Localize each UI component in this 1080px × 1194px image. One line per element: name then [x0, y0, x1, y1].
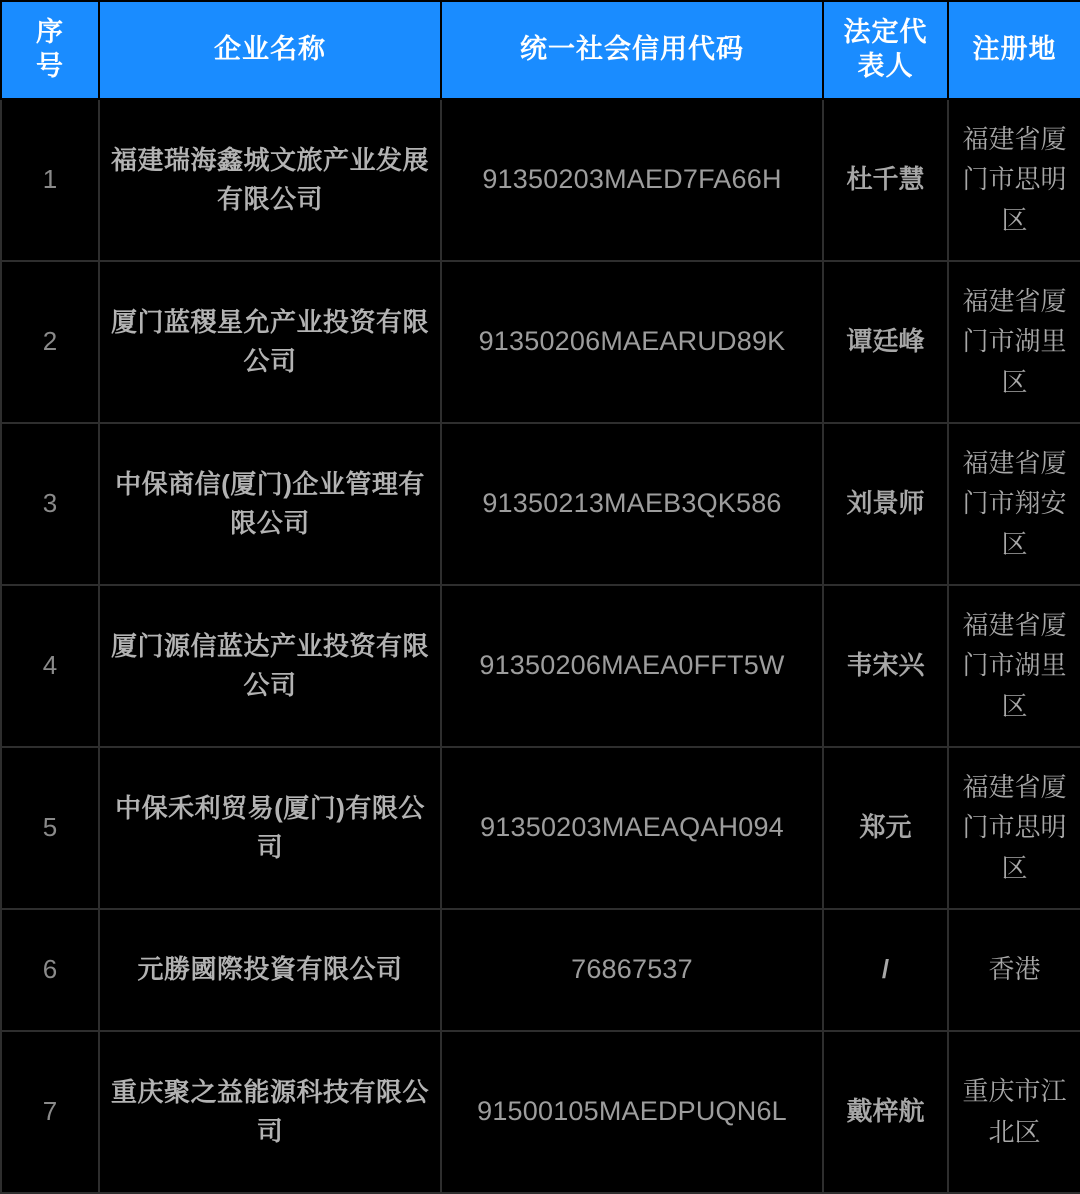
header-row [1, 1, 1080, 99]
cell-seq: 6 [1, 909, 99, 1031]
cell-credit-code: 91350203MAEAQAH094 [441, 747, 823, 909]
cell-seq: 4 [1, 585, 99, 747]
table-body [1, 99, 1080, 1193]
cell-company-name: 福建瑞海鑫城文旅产业发展有限公司 [99, 99, 441, 261]
cell-registration-region: 重庆市江北区 [948, 1031, 1080, 1193]
cell-company-name: 中保商信(厦门)企业管理有限公司 [99, 423, 441, 585]
table-row [1, 1031, 1080, 1193]
column-header-seq: 序号 [1, 1, 99, 99]
table-row [1, 585, 1080, 747]
cell-legal-rep: 戴梓航 [823, 1031, 948, 1193]
cell-credit-code: 76867537 [441, 909, 823, 1031]
column-header-registration-region: 注册地 [948, 1, 1080, 99]
cell-company-name: 中保禾利贸易(厦门)有限公司 [99, 747, 441, 909]
table-row [1, 261, 1080, 423]
cell-company-name: 重庆聚之益能源科技有限公司 [99, 1031, 441, 1193]
table-header [1, 1, 1080, 99]
cell-registration-region: 福建省厦门市思明区 [948, 99, 1080, 261]
cell-legal-rep: 郑元 [823, 747, 948, 909]
table-row [1, 747, 1080, 909]
table-row [1, 99, 1080, 261]
column-header-credit-code: 统一社会信用代码 [441, 1, 823, 99]
cell-registration-region: 福建省厦门市湖里区 [948, 261, 1080, 423]
table-row [1, 909, 1080, 1031]
cell-registration-region: 福建省厦门市翔安区 [948, 423, 1080, 585]
column-header-legal-rep: 法定代表人 [823, 1, 948, 99]
cell-company-name: 元勝國際投資有限公司 [99, 909, 441, 1031]
cell-company-name: 厦门蓝稷星允产业投资有限公司 [99, 261, 441, 423]
cell-seq: 5 [1, 747, 99, 909]
cell-legal-rep: / [823, 909, 948, 1031]
cell-seq: 3 [1, 423, 99, 585]
cell-seq: 7 [1, 1031, 99, 1193]
cell-legal-rep: 谭廷峰 [823, 261, 948, 423]
column-header-company-name: 企业名称 [99, 1, 441, 99]
cell-credit-code: 91500105MAEDPUQN6L [441, 1031, 823, 1193]
cell-seq: 2 [1, 261, 99, 423]
cell-registration-region: 福建省厦门市思明区 [948, 747, 1080, 909]
cell-credit-code: 91350213MAEB3QK586 [441, 423, 823, 585]
cell-seq: 1 [1, 99, 99, 261]
cell-credit-code: 91350206MAEA0FFT5W [441, 585, 823, 747]
table-row [1, 423, 1080, 585]
cell-legal-rep: 杜千慧 [823, 99, 948, 261]
cell-registration-region: 福建省厦门市湖里区 [948, 585, 1080, 747]
cell-credit-code: 91350206MAEARUD89K [441, 261, 823, 423]
cell-credit-code: 91350203MAED7FA66H [441, 99, 823, 261]
cell-legal-rep: 韦宋兴 [823, 585, 948, 747]
cell-company-name: 厦门源信蓝达产业投资有限公司 [99, 585, 441, 747]
cell-registration-region: 香港 [948, 909, 1080, 1031]
cell-legal-rep: 刘景师 [823, 423, 948, 585]
